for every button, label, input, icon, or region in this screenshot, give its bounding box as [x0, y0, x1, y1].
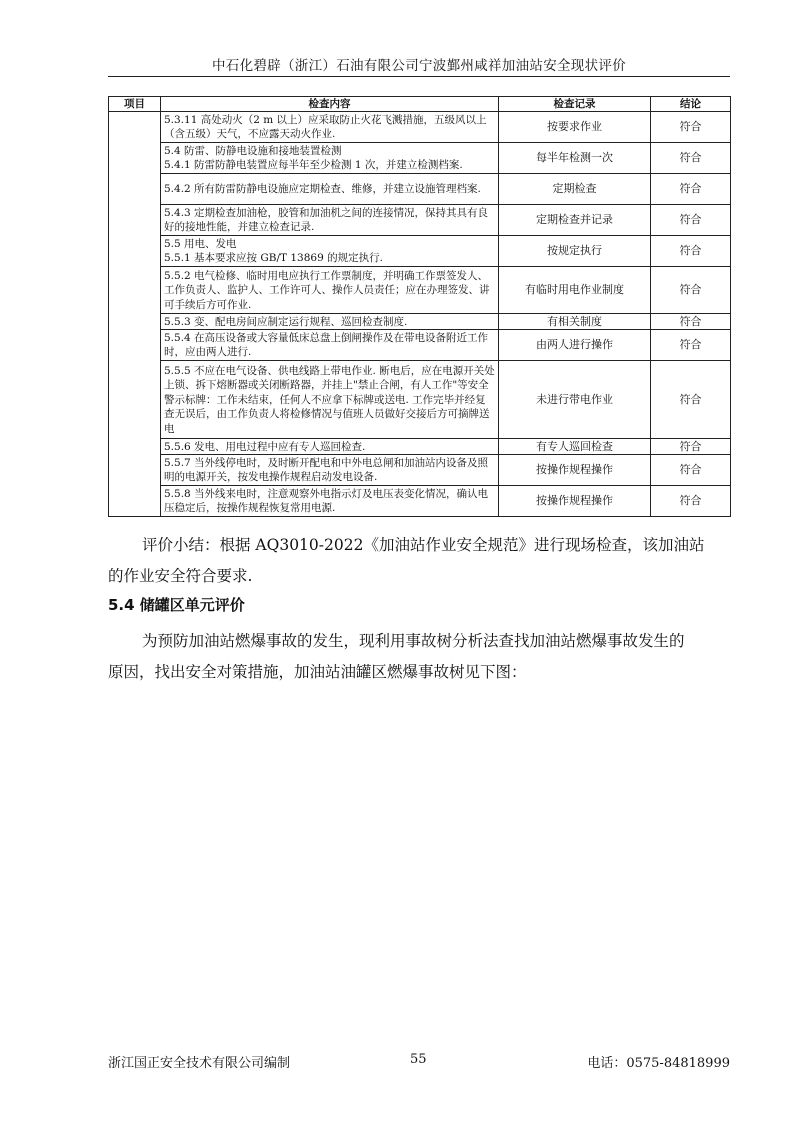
- summary-line-2: 的作业安全符合要求.: [108, 567, 253, 585]
- table-row: [109, 330, 731, 361]
- table-row: [109, 455, 731, 486]
- result-cell: 符合: [651, 174, 731, 205]
- table-row: [109, 143, 731, 174]
- content-cell: 5.5.6 发电、用电过程中应有专人巡回检查.: [161, 439, 499, 455]
- paragraph-line-1: 为预防加油站燃爆事故的发生，现利用事故树分析法查找加油站燃爆事故发生的: [142, 632, 685, 650]
- item-cell: [109, 112, 161, 517]
- record-cell: 未进行带电作业: [499, 361, 651, 439]
- result-cell: 符合: [651, 236, 731, 267]
- record-cell: 按要求作业: [499, 112, 651, 143]
- content-cell: 5.4.3 定期检查加油枪，胶管和加油机之间的连接情况，保持其具有良好的接地性能，并建立检查记录.: [161, 205, 499, 236]
- content-cell: 5.5.3 变、配电房间应制定运行规程、巡回检查制度.: [161, 314, 499, 330]
- table-row: [109, 267, 731, 314]
- header-divider: [108, 76, 730, 77]
- content-cell: 5.4 防雷、防静电设施和接地装置检测 5.4.1 防雷防静电装置应每半年至少检测 1 次，并建立检测档案.: [161, 143, 499, 174]
- record-cell: 定期检查: [499, 174, 651, 205]
- result-cell: 符合: [651, 267, 731, 314]
- content-cell: 5.5.5 不应在电气设备、供电线路上带电作业. 断电后，应在电源开关处上锁、拆下熔断器或关闭断路器，并挂上"禁止合闸，有人工作"等安全警示标牌：工作未结束，任何人不应拿下标牌或送电. 工作完毕并经复查无误后，由工作负责人将检修情况与值班人员做好交接后方可摘牌送电: [161, 361, 499, 439]
- record-cell: 有相关制度: [499, 314, 651, 330]
- content-cell: 5.5 用电、发电 5.5.1 基本要求应按 GB/T 13869 的规定执行.: [161, 236, 499, 267]
- column-header-result: 结论: [651, 97, 731, 112]
- footer-company: 浙江国正安全技术有限公司编制: [108, 1056, 291, 1071]
- record-cell: 按规定执行: [499, 236, 651, 267]
- result-cell: 符合: [651, 361, 731, 439]
- table-row: [109, 205, 731, 236]
- table-row: [109, 486, 731, 517]
- body-paragraph: [108, 626, 730, 688]
- content-cell: 5.5.7 当外线停电时，及时断开配电和中外电总闸和加油站内设备及照明的电源开关，按发电操作规程启动发电设备.: [161, 455, 499, 486]
- content-cell: 5.5.8 当外线来电时，注意观察外电指示灯及电压表变化情况，确认电压稳定后，按操作规程恢复常用电源.: [161, 486, 499, 517]
- evaluation-summary: [108, 530, 730, 592]
- result-cell: 符合: [651, 314, 731, 330]
- section-title: 5.4 储罐区单元评价: [108, 596, 245, 614]
- result-cell: 符合: [651, 330, 731, 361]
- table-header-row: [109, 97, 731, 112]
- content-cell: 5.5.2 电气检修、临时用电应执行工作票制度，并明确工作票签发人、工作负责人、监护人、工作许可人、操作人员责任；应在办理签发、讲可手续后方可作业.: [161, 267, 499, 314]
- content-cell: 5.3.11 高处动火（2 m 以上）应采取防止火花飞溅措施，五级风以上（含五级）天气，不应露天动火作业.: [161, 112, 499, 143]
- column-header-record: 检查记录: [499, 97, 651, 112]
- table-row: [109, 174, 731, 205]
- result-cell: 符合: [651, 439, 731, 455]
- result-cell: 符合: [651, 486, 731, 517]
- table-row: [109, 439, 731, 455]
- content-cell: 5.5.4 在高压设备或大容量低床总盘上倒闸操作及在带电设备附近工作时，应由两人进行.: [161, 330, 499, 361]
- result-cell: 符合: [651, 143, 731, 174]
- summary-line-1: 评价小结：根据 AQ3010-2022《加油站作业安全规范》进行现场检查，该加油站: [142, 536, 705, 554]
- inspection-table-container: [108, 96, 730, 517]
- paragraph-line-2: 原因，找出安全对策措施，加油站油罐区燃爆事故树见下图：: [108, 663, 527, 681]
- result-cell: 符合: [651, 455, 731, 486]
- record-cell: 每半年检测一次: [499, 143, 651, 174]
- record-cell: 由两人进行操作: [499, 330, 651, 361]
- table-row: [109, 112, 731, 143]
- table-row: [109, 236, 731, 267]
- column-header-content: 检查内容: [161, 97, 499, 112]
- record-cell: 按操作规程操作: [499, 486, 651, 517]
- table-body: [109, 112, 731, 517]
- footer-page-number: 55: [410, 1052, 427, 1067]
- page-header-title: 中石化碧辟（浙江）石油有限公司宁波鄞州咸祥加油站安全现状评价: [212, 58, 626, 74]
- record-cell: 按操作规程操作: [499, 455, 651, 486]
- record-cell: 有临时用电作业制度: [499, 267, 651, 314]
- result-cell: 符合: [651, 112, 731, 143]
- content-cell: 5.4.2 所有防雷防静电设施应定期检查、维修，并建立设施管理档案.: [161, 174, 499, 205]
- result-cell: 符合: [651, 205, 731, 236]
- table-row: [109, 361, 731, 439]
- table-row: [109, 314, 731, 330]
- column-header-item: 项目: [109, 97, 161, 112]
- record-cell: 定期检查并记录: [499, 205, 651, 236]
- inspection-table: [108, 96, 731, 517]
- record-cell: 有专人巡回检查: [499, 439, 651, 455]
- footer-phone: 电话：0575-84818999: [587, 1056, 730, 1071]
